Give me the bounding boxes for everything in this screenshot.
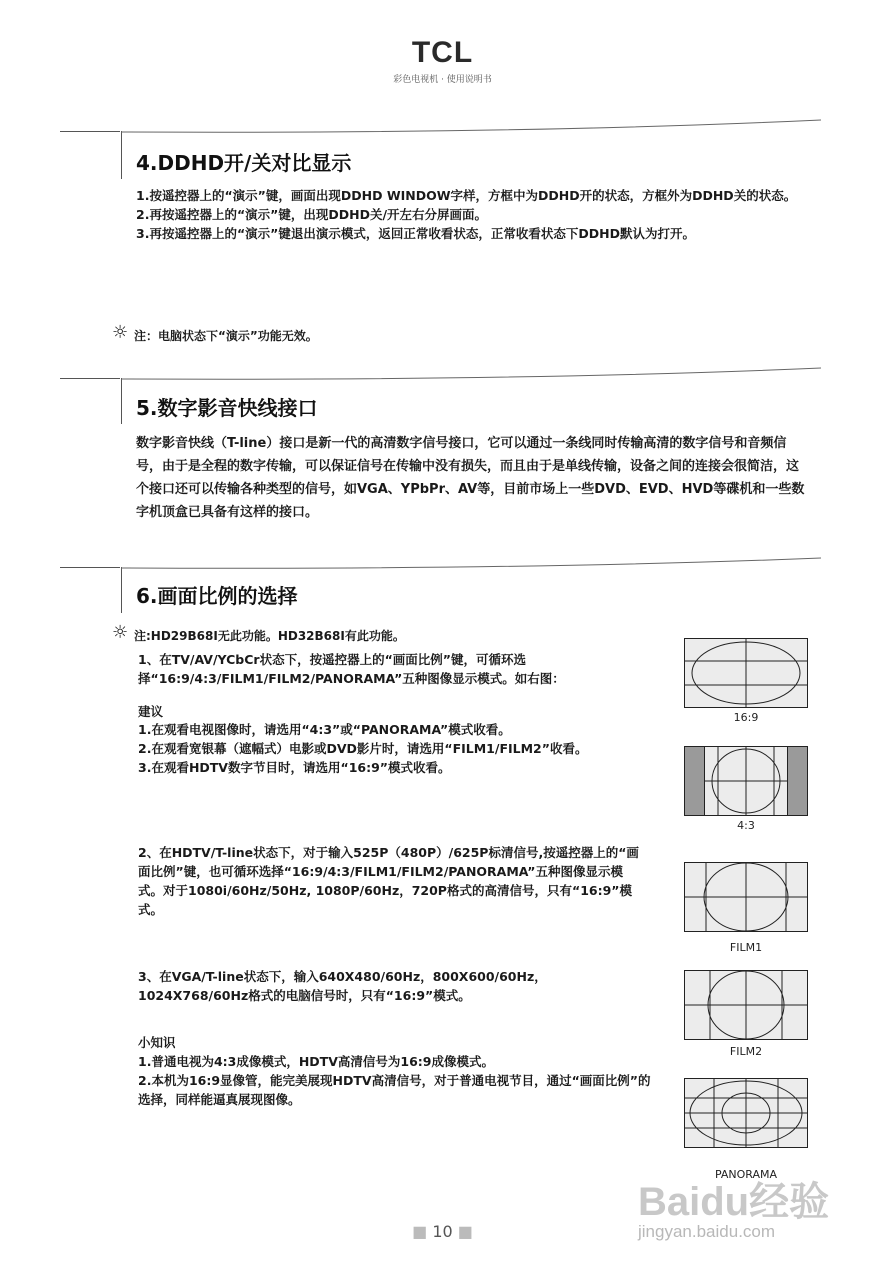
suggest-item-1: 1.在观看电视图像时，请选用“4:3”或“PANORAMA”模式收看。 — [138, 722, 511, 737]
section-5-body: 数字影音快线（T-line）接口是新一代的高清数字信号接口，它可以通过一条线同时传输高清的数字信号和音频信号，由于是全程的数字传输，可以保证信号在传输中没有损失，而且由于是单线传输，设备之间的连接会很简洁，这个接口还可以传输各种类型的信号，如VGA、YPbPr、AV等，目前市场上一些DVD、EVD、HVD等碟机和一些数字机顶盒已具备有这样的接口。 — [136, 436, 805, 520]
section-4-line-2: 2.再按遥控器上的“演示”键，出现DDHD关/开左右分屏画面。 — [136, 207, 488, 222]
note-sun-icon: ☼ — [112, 322, 129, 343]
tips-item-2: 2.本机为16:9显像管，能完美展现HDTV高清信号，对于普通电视节目，通过“画面比例”的选择，同样能逼真展现图像。 — [138, 1073, 651, 1107]
section-6-item-2: 2、在HDTV/T-line状态下，对于输入525P（480P）/625P标清信号,按遥控器上的“画面比例”键，也可循环选择“16:9/4:3/FILM1/FILM2/PANORAMA”五种图像显示模式。对于1080i/60Hz/50Hz, 1080P/60Hz，720P格式的高清信号，只有“16:9”模式。 — [138, 845, 639, 917]
section-4-line-1: 1.按遥控器上的“演示”键，画面出现DDHD WINDOW字样，方框中为DDHD开的状态，方框外为DDHD关的状态。 — [136, 188, 797, 203]
section-4-title: 4.DDHD开/关对比显示 — [136, 151, 352, 175]
aspect-film1-icon — [684, 862, 808, 932]
aspect-4-3-icon — [684, 746, 808, 816]
watermark-brand: Baidu经验 — [638, 1180, 830, 1224]
section-6-item-1: 1、在TV/AV/YCbCr状态下，按遥控器上的“画面比例”键，可循环选择“16:9/4:3/FILM1/FILM2/PANORAMA”五种图像显示模式。如右图： — [138, 652, 565, 686]
section-6-item-3: 3、在VGA/T-line状态下，输入640X480/60Hz，800X600/60Hz，1024X768/60Hz格式的电脑信号时，只有“16:9”模式。 — [138, 969, 547, 1003]
tips-list — [138, 1052, 653, 1109]
section-5-title: 5.数字影音快线接口 — [136, 396, 318, 420]
aspect-4-3-label: 4:3 — [737, 819, 755, 832]
header-subtitle: 彩色电视机 · 使用说明书 — [393, 75, 492, 85]
section-4-body — [136, 186, 816, 243]
aspect-16-9-icon — [684, 638, 808, 708]
section-6-title: 6.画面比例的选择 — [136, 584, 298, 608]
aspect-panorama-icon — [684, 1078, 808, 1148]
section-4-note: 注：电脑状态下“演示”功能无效。 — [134, 329, 318, 343]
suggest-item-2: 2.在观看宽银幕（遮幅式）电影或DVD影片时，请选用“FILM1/FILM2”收看。 — [138, 741, 588, 756]
note-sun-icon: ☼ — [112, 622, 129, 643]
suggest-item-3: 3.在观看HDTV数字节目时，请选用“16:9”模式收看。 — [138, 760, 451, 775]
suggest-title: 建议 — [138, 704, 164, 719]
page-number: ■ 10 ■ — [412, 1222, 473, 1241]
aspect-panorama-label: PANORAMA — [714, 1168, 778, 1181]
aspect-16-9-label: 16:9 — [733, 711, 759, 724]
suggest-list — [138, 720, 658, 777]
aspect-film2-label: FILM2 — [729, 1045, 763, 1058]
page-number-value: 10 — [432, 1222, 453, 1241]
section-6-note: 注:HD29B68I无此功能。HD32B68I有此功能。 — [134, 629, 405, 643]
tips-title: 小知识 — [138, 1035, 176, 1050]
aspect-film1-label: FILM1 — [729, 941, 763, 954]
brand-logo: TCL — [411, 36, 474, 69]
watermark-url: jingyan.baidu.com — [638, 1222, 776, 1241]
section-4-line-3: 3.再按遥控器上的“演示”键退出演示模式，返回正常收看状态，正常收看状态下DDHD默认为打开。 — [136, 226, 695, 241]
tips-item-1: 1.普通电视为4:3成像模式，HDTV高清信号为16:9成像模式。 — [138, 1054, 494, 1069]
aspect-film2-icon — [684, 970, 808, 1040]
